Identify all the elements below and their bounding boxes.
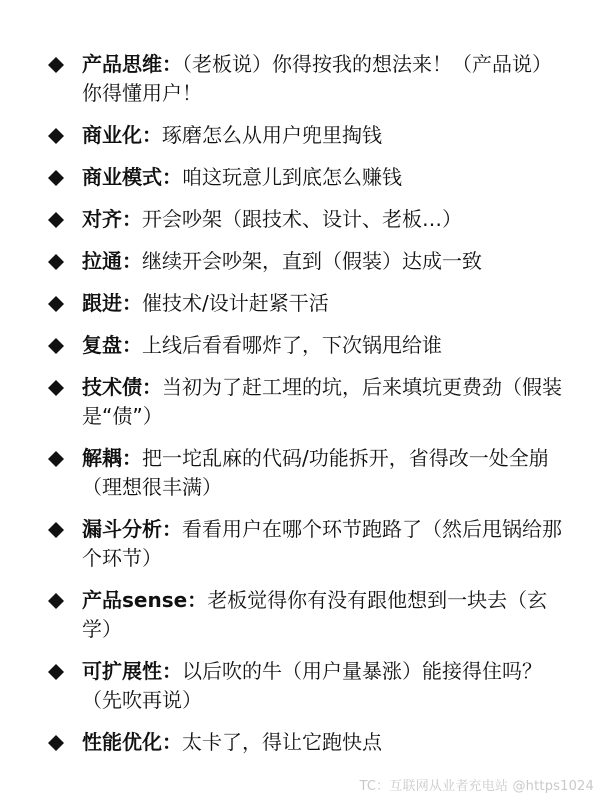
list-item (48, 247, 568, 276)
term-label: 商业模式： (82, 165, 182, 189)
term-label: 漏斗分析： (82, 517, 182, 541)
term-label: 解耦： (82, 446, 142, 470)
term-description: 催技术/设计赶紧干活 (142, 291, 329, 315)
term-description: 开会吵架（跟技术、设计、老板…） (142, 207, 462, 231)
watermark-text: TC：互联网从业者充电站 @https1024 (359, 779, 594, 794)
diamond-bullet-icon (48, 57, 64, 73)
list-item (48, 50, 568, 108)
list-item (48, 373, 568, 431)
list-item (48, 586, 568, 644)
diamond-bullet-icon (48, 128, 64, 144)
list-item (48, 331, 568, 360)
term-label: 复盘： (82, 333, 142, 357)
list-item (48, 289, 568, 318)
term-label: 技术债： (82, 375, 162, 399)
diamond-bullet-icon (48, 338, 64, 354)
diamond-bullet-icon (48, 170, 64, 186)
diamond-bullet-icon (48, 451, 64, 467)
term-description: 上线后看看哪炸了，下次锅甩给谁 (142, 333, 442, 357)
term-description: 咱这玩意儿到底怎么赚钱 (182, 165, 402, 189)
term-label: 可扩展性： (82, 659, 182, 683)
diamond-bullet-icon (48, 664, 64, 680)
term-label: 拉通： (82, 249, 142, 273)
list-item (48, 444, 568, 502)
glossary-list (48, 50, 568, 757)
term-label: 跟进： (82, 291, 142, 315)
list-item (48, 205, 568, 234)
diamond-bullet-icon (48, 380, 64, 396)
term-description: 继续开会吵架，直到（假装）达成一致 (142, 249, 482, 273)
list-item (48, 657, 568, 715)
diamond-bullet-icon (48, 735, 64, 751)
term-description: 老板觉得你有没有跟他想到一块去（玄学） (82, 588, 548, 641)
term-label: 商业化： (82, 123, 162, 147)
list-item (48, 515, 568, 573)
list-item (48, 163, 568, 192)
term-description: 当初为了赶工埋的坑，后来填坑更费劲（假装是“债”） (82, 375, 562, 428)
term-description: （老板说）你得按我的想法来！（产品说）你得懂用户！ (82, 52, 552, 105)
term-description: 太卡了，得让它跑快点 (182, 730, 382, 754)
term-label: 性能优化： (82, 730, 182, 754)
list-item (48, 728, 568, 757)
diamond-bullet-icon (48, 296, 64, 312)
diamond-bullet-icon (48, 212, 64, 228)
term-description: 看看用户在哪个环节跑路了（然后甩锅给那个环节） (82, 517, 562, 570)
term-description: 把一坨乱麻的代码/功能拆开，省得改一处全崩（理想很丰满） (82, 446, 549, 499)
term-label: 产品sense： (82, 588, 208, 612)
term-description: 琢磨怎么从用户兜里掏钱 (162, 123, 382, 147)
term-description: 以后吹的牛（用户量暴涨）能接得住吗？（先吹再说） (82, 659, 542, 712)
term-label: 产品思维： (82, 52, 182, 76)
diamond-bullet-icon (48, 593, 64, 609)
diamond-bullet-icon (48, 522, 64, 538)
diamond-bullet-icon (48, 254, 64, 270)
term-label: 对齐： (82, 207, 142, 231)
list-item (48, 121, 568, 150)
